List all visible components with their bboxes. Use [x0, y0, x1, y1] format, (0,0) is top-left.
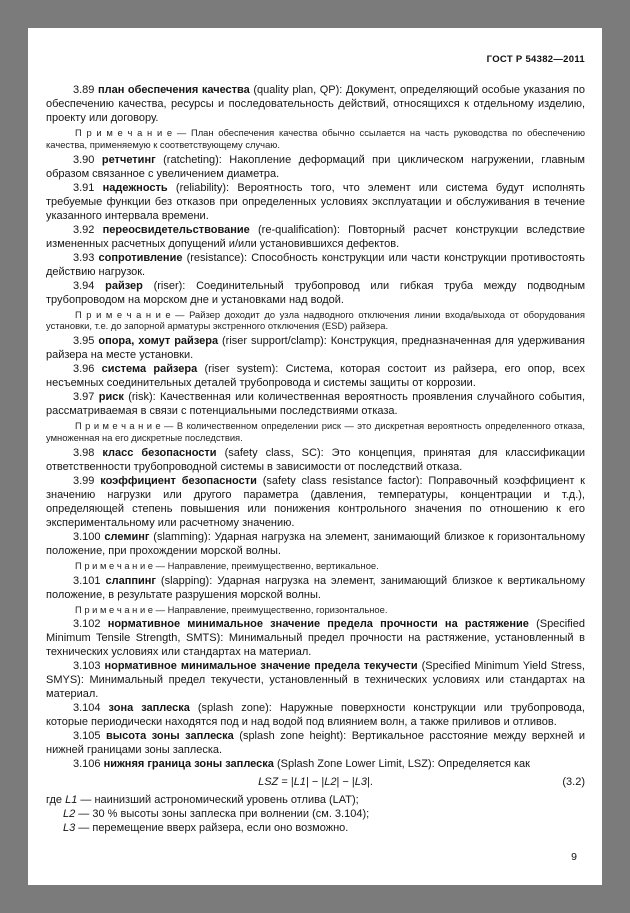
text-run: |. [366, 776, 373, 789]
text-run: (ratcheting): Накопление деформаций при циклическом нагружении, главным образом связанное с увеличением диаметра. [46, 153, 585, 180]
text-run: риск [98, 391, 124, 404]
text-run: (riser support/clamp): Конструкция, предназначенная для удерживания райзера на месте установки. [46, 335, 586, 362]
text-run: (quality plan, QP): Документ, определяющий особые указания по обеспечению качества, ресурсы и последовательность действий, относящихся к отдельному изделию, проекту или договору. [46, 84, 586, 124]
text-run: 3.91 [73, 181, 103, 194]
text-run: — 30 % высоты зоны заплеска при волнении (см. 3.104); [75, 808, 370, 821]
text-run: нижняя граница зоны заплеска [103, 758, 274, 771]
term-paragraph [46, 729, 585, 757]
term-paragraph [46, 390, 585, 418]
text-run: ретчетинг [101, 153, 156, 166]
note-paragraph [46, 309, 585, 333]
note-paragraph [46, 604, 585, 616]
text-run: (riser system): Система, которая состоит из райзера, его опор, всех несъемных соединительных деталей трубопровода и системы защиты от коррозии. [46, 363, 585, 390]
text-run: (riser): Соединительный трубопровод или гибкая труба между подводным трубопроводом на морском дне и установками над водой. [46, 279, 586, 306]
text-run: L1 [65, 794, 78, 807]
text-run: (resistance): Способность конструкции или части конструкции противостоять действию нагрузок. [46, 251, 585, 278]
text-run: 3.98 [73, 446, 103, 459]
text-run: нормативное минимальное значение предела прочности на растяжение [107, 618, 529, 631]
text-run: (slapping): Ударная нагрузка на элемент, занимающий близкое к вертикальному положение, в результате разрушения морской волны. [46, 574, 585, 601]
text-run: П р и м е ч а н и е — В количественном определении риск — это дискретная вероятность определенного отказа, умноженная на его дискретные последствия. [46, 420, 585, 443]
text-run: райзер [105, 279, 143, 292]
term-paragraph [46, 181, 585, 223]
text-run: 3.90 [73, 153, 102, 166]
text-run: | − | [305, 776, 325, 789]
text-run: 3.95 [73, 335, 99, 348]
text-run: (splash zone): Наружные поверхности конструкции или трубопровода, которые периодически находятся под и над водой под влиянием волн, а также приливов и отливов. [46, 702, 585, 729]
term-paragraph [46, 757, 585, 771]
term-paragraph [46, 701, 585, 729]
term-paragraph [46, 153, 585, 181]
term-paragraph [46, 223, 585, 251]
text-run: 3.89 [73, 84, 98, 96]
text-run: слеминг [104, 530, 150, 543]
text-run: 3.99 [73, 474, 101, 487]
where-item-line [46, 807, 585, 821]
term-paragraph [46, 574, 585, 602]
text-run: (re-qualification): Повторный расчет конструкции вследствие измененных расчетных допущений и/или установившихся дефектов. [46, 223, 585, 250]
where-line [46, 793, 585, 807]
text-run: L3 [354, 776, 367, 789]
text-run: П р и м е ч а н и е — План обеспечения качества обычно ссылается на часть руководства по обеспечению качества, применяемую к соответствующему случаю. [46, 127, 585, 150]
document-header-standard-number: ГОСТ Р 54382—2011 [486, 54, 585, 65]
text-run: зона заплеска [108, 702, 190, 715]
text-run: опора, хомут райзера [98, 335, 219, 348]
text-run: 3.104 [73, 702, 109, 715]
note-paragraph [46, 560, 585, 572]
text-run: L1 [293, 776, 306, 789]
text-run: 3.92 [73, 223, 103, 236]
text-run: система райзера [101, 363, 198, 376]
formula-text [258, 776, 373, 788]
term-paragraph [46, 530, 585, 558]
note-paragraph [46, 420, 585, 444]
text-run: (reliability): Вероятность того, что элемент или система будут исполнять требуемые функции без отказов при определенных условиях эксплуатации и обслуживания в течение указанного интервала времени. [46, 181, 585, 222]
text-run: где [46, 794, 66, 807]
text-run: 3.105 [73, 730, 107, 743]
text-run: | − | [336, 776, 355, 789]
text-run: (Splash Zone Lower Limit, LSZ): Определяется как [273, 758, 530, 771]
text-run: LSZ [258, 776, 279, 789]
term-paragraph [46, 659, 585, 701]
note-paragraph [46, 127, 585, 151]
document-body [46, 83, 585, 835]
text-run: (risk): Качественная или количественная вероятность проявления случайного события, рассматриваемая в связи с потенциальными последствиями отказа. [46, 391, 585, 418]
term-paragraph [46, 83, 585, 125]
text-run: (safety class, SC): Это концепция, принятая для классификации ответственности трубопроводной системы в зависимости от последствий отказа. [46, 446, 585, 473]
text-run: П р и м е ч а н и е — Направление, преимущественно, горизонтальное. [75, 603, 388, 615]
text-run: (Specified Minimum Tensile Strength, SMTS): Минимальный предел прочности на растяжение, установленный в технических условиях или стандартах на материал. [46, 618, 585, 659]
text-run: (slamming): Ударная нагрузка на элемент, занимающий близкое к горизонтальному положение, при прохождении морской волны. [46, 530, 585, 557]
term-paragraph [46, 446, 585, 474]
text-run: L3 [63, 822, 76, 835]
text-run: 3.102 [73, 618, 108, 631]
text-run: — наинизший астрономический уровень отлива (LAT); [77, 794, 359, 807]
text-run: П р и м е ч а н и е — Райзер доходит до узла надводного отключения линии входа/выхода от оборудования установки, т.е. до запорной арматуры экстренного отключения (ESD) райзера. [46, 308, 585, 332]
text-run: класс безопасности [102, 446, 217, 459]
term-paragraph [46, 474, 585, 530]
text-run: (safety class resistance factor): Поправочный коэффициент к значению нагрузки или другого параметра (давления, температуры, концентрации и т.д.), определяющей степень повышения или понижения контрольного значения по отношению к его экспериментальному или расчетному значению. [46, 474, 585, 529]
term-paragraph [46, 362, 585, 390]
text-run: 3.97 [73, 391, 99, 404]
text-run: = | [278, 776, 294, 789]
text-run: нормативное минимальное значение предела текучести [104, 660, 418, 673]
text-run: (Specified Minimum Yield Stress, SMYS): Минимальный предел текучести, установленный в технических условиях или стандартах на материал. [46, 660, 585, 701]
text-run: 3.94 [73, 279, 106, 292]
text-run: L2 [63, 808, 76, 821]
document-page [28, 28, 602, 885]
text-run: слаппинг [105, 574, 156, 587]
where-item-line [46, 821, 585, 835]
formula-number: (3.2) [562, 776, 585, 789]
term-paragraph [46, 334, 585, 362]
term-paragraph [46, 251, 585, 279]
text-run: П р и м е ч а н и е — Направление, преимущественно, вертикальное. [75, 559, 379, 571]
text-run: надежность [102, 181, 168, 194]
text-run: (splash zone height): Вертикальное расстояние между верхней и нижней границами зоны заплеска. [46, 730, 585, 757]
text-run: 3.100 [73, 530, 105, 543]
text-run: 3.93 [73, 251, 99, 264]
text-run: переосвидетельствование [102, 223, 250, 236]
term-paragraph [46, 279, 585, 307]
text-run: высота зоны заплеска [106, 730, 234, 743]
text-run: 3.96 [73, 363, 102, 376]
text-run: план обеспечения качества [97, 84, 250, 96]
formula-row [46, 775, 585, 789]
text-run: — перемещение вверх райзера, если оно возможно. [75, 822, 349, 835]
text-run: 3.101 [73, 574, 106, 587]
text-run: коэффициент безопасности [100, 474, 257, 487]
term-paragraph [46, 617, 585, 659]
text-run: 3.103 [73, 660, 105, 673]
text-run: L2 [324, 776, 337, 789]
page-number: 9 [571, 851, 577, 863]
text-run: 3.106 [73, 758, 104, 771]
text-run: сопротивление [98, 251, 183, 264]
